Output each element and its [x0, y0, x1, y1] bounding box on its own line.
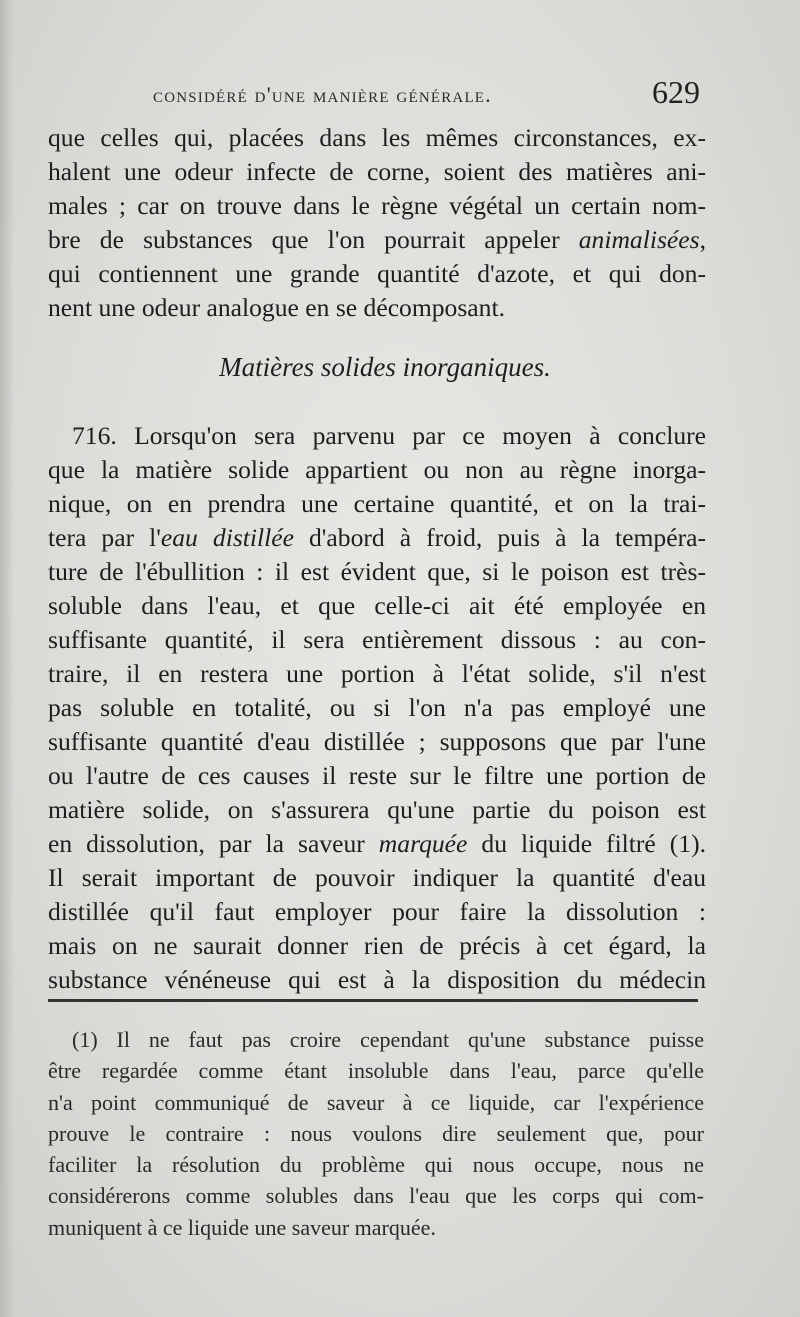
italic-term: eau distillée — [160, 523, 294, 552]
text-line: soluble dans l'eau, et que celle-ci ait été employée en — [48, 591, 706, 620]
italic-term: marquée — [378, 829, 468, 858]
text-line: halent une odeur infecte de corne, soient des matières ani- — [48, 157, 706, 186]
paragraph-716 — [48, 419, 706, 997]
footnote-line: muniquent à ce liquide une saveur marquée. — [48, 1214, 436, 1240]
footnote-line: considérerons comme solubles dans l'eau que les corps qui com- — [48, 1183, 704, 1209]
text-line: males ; car on trouve dans le règne végétal un certain nom- — [48, 191, 706, 220]
text-segment: d'abord à froid, puis à la tempéra- — [293, 523, 706, 552]
footnote-line: prouve le contraire : nous voulons dire seulement que, pour — [48, 1120, 704, 1146]
section-heading: Matières solides inorganiques. — [219, 352, 551, 382]
text-line — [48, 223, 706, 257]
text-line: traire, il en restera une portion à l'état solide, s'il n'est — [48, 659, 706, 688]
text-segment: du liquide filtré (1). — [467, 829, 707, 858]
text-line: que la matière solide appartient ou non au règne inorga- — [48, 455, 706, 484]
text-line: mais on ne saurait donner rien de précis à cet égard, la — [48, 931, 706, 960]
text-line: qui contiennent une grande quantité d'azote, et qui don- — [48, 259, 706, 288]
page-number: 629 — [652, 74, 700, 110]
text-line: nique, on en prendra une certaine quantité, et on la trai- — [48, 489, 706, 518]
text-segment: bre de substances que l'on pourrait appeler — [48, 225, 560, 254]
text-line: ou l'autre de ces causes il reste sur le filtre une portion de — [48, 761, 706, 790]
text-segment: tera par l' — [48, 523, 161, 552]
text-line: distillée qu'il faut employer pour faire la dissolution : — [48, 897, 706, 926]
footnote-line: (1) Il ne faut pas croire cependant qu'une substance puisse — [72, 1027, 704, 1052]
footnote-rule — [48, 999, 698, 1002]
italic-term: animalisées — [578, 225, 700, 254]
text-line: suffisante quantité d'eau distillée ; supposons que par l'une — [48, 727, 706, 756]
text-line: substance vénéneuse qui est à la disposition du médecin — [48, 965, 706, 994]
text-line — [48, 827, 706, 861]
running-title: considéré d'une manière générale. — [153, 82, 492, 107]
footnote-line: être regardée comme étant insoluble dans l'eau, parce qu'elle — [48, 1058, 704, 1084]
text-segment: en dissolution, par la saveur — [48, 829, 379, 858]
punctuation: , — [699, 225, 706, 254]
text-line: ture de l'ébullition : il est évident que, si le poison est très- — [48, 557, 706, 586]
footnote-line: faciliter la résolution du problème qui nous occupe, nous ne — [48, 1152, 704, 1178]
text-line: nent une odeur analogue en se décomposant. — [48, 293, 505, 322]
text-line: Il serait important de pouvoir indiquer la quantité d'eau — [48, 863, 706, 892]
text-line: matière solide, on s'assurera qu'une partie du poison est — [48, 795, 706, 824]
page-edge-shadow — [0, 0, 14, 1317]
text-line: 716. Lorsqu'on sera parvenu par ce moyen à conclure — [72, 421, 706, 450]
running-head — [0, 70, 800, 120]
text-line — [48, 521, 706, 555]
text-line: suffisante quantité, il sera entièrement dissous : au con- — [48, 625, 706, 654]
footnote-line: n'a point communiqué de saveur à ce liquide, car l'expérience — [48, 1089, 704, 1115]
footnote — [48, 1024, 704, 1243]
text-line: pas soluble en totalité, ou si l'on n'a pas employé une — [48, 693, 706, 722]
text-line: que celles qui, placées dans les mêmes circonstances, ex- — [48, 123, 706, 152]
paragraph-continued — [48, 121, 706, 325]
